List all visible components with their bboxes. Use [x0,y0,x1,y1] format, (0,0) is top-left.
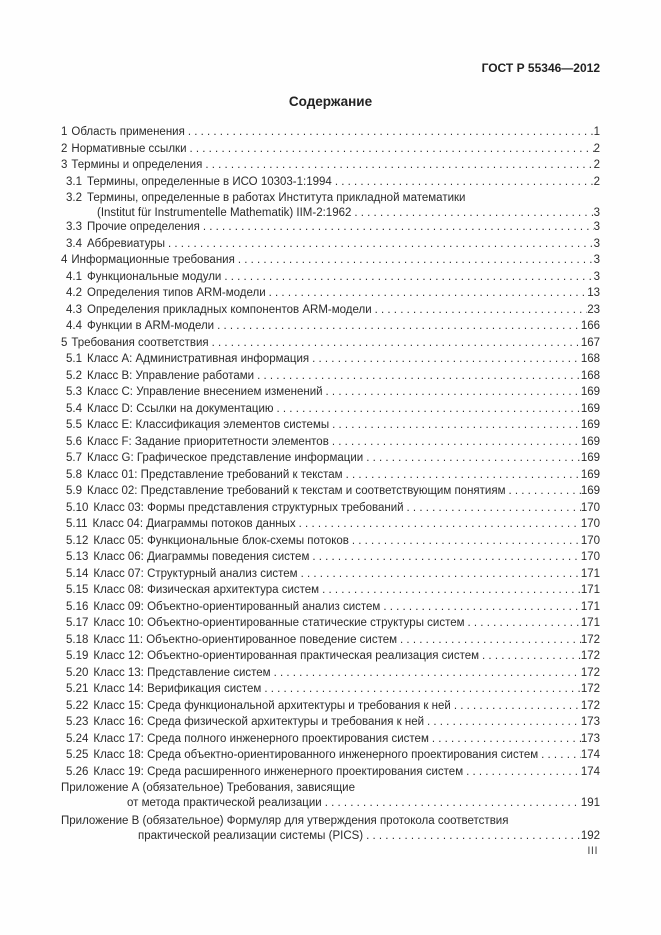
toc-entry-page: 172 [580,683,600,695]
toc-entry-title: Класс 19: Среда расширенного инженерного проектирования систем [93,765,464,778]
toc-entry-page: 172 [580,633,600,646]
toc-entry-line [66,174,600,191]
dot-leader [202,157,593,174]
toc-entry-title: Определения прикладных компонентов ARM-модели [87,303,372,316]
dot-leader [185,124,594,141]
toc-entry-number: 3.1 [66,175,82,188]
toc-entry-title: Аббревиатуры [87,237,165,250]
toc-entry [61,401,600,418]
toc-entry-number: 4.3 [66,303,82,316]
toc-entry-line [61,252,600,269]
toc-entry [61,368,600,385]
toc-entry [61,269,600,286]
toc-entry [61,632,600,649]
toc-entry [61,124,600,141]
dot-leader [465,615,581,632]
toc-entry-title: Класс С: Управление внесением изменений [87,386,323,398]
toc-entry [61,302,600,319]
toc-entry-line [66,549,600,566]
toc-entry-page: 172 [580,666,600,679]
toc-entry-line [61,124,600,141]
dot-leader [261,681,580,698]
toc-entry-line [66,318,600,335]
toc-entry-number: 5.18 [66,633,89,646]
toc-entry-number: 5.6 [66,435,82,448]
toc-entry-page: 1 [593,126,600,138]
toc-entry-title: Приложение А (обязательное) Требования, зависящие [61,782,355,794]
toc-entry-title-continued: (Institut für Instrumentelle Mathematik) IIM-2:1962 [97,206,352,219]
dot-leader [274,401,581,418]
toc-entry-number: 5.4 [66,402,82,415]
toc-entry [61,285,600,302]
toc-entry-page: 170 [580,518,600,530]
toc-entry-line [66,747,600,764]
toc-entry-number: 5.23 [66,716,89,728]
toc-entry [61,731,600,748]
toc-entry-line [66,599,600,616]
toc-entry-title: Класс 02: Представление требований к текстам и соответствующим понятиям [87,485,506,497]
toc-entry-number: 5.17 [66,617,89,629]
toc-entry [61,174,600,191]
dot-leader [309,351,581,368]
dot-leader [349,533,581,550]
toc-entry-title: Класс 07: Структурный анализ систем [93,567,298,580]
toc-entry-line [66,500,600,517]
toc-entry-page: 171 [580,600,600,613]
toc-entry-number: 5.26 [66,765,89,778]
toc-entry-title: Класс 11: Объектно-ориентированное поведение систем [93,633,398,646]
dot-leader [187,141,594,158]
toc-entry-number: 4.1 [66,270,82,283]
toc-entry-line [66,764,600,781]
toc-entry [61,780,600,809]
toc-entry-number: 5.25 [66,749,89,761]
toc-entry [61,141,600,158]
dot-leader [351,207,593,220]
toc-entry-page: 171 [580,617,600,629]
toc-entry-number: 5.15 [66,584,89,596]
toc-entry-page: 2 [593,159,600,171]
toc-entry-page: 171 [580,567,600,580]
dot-leader [380,599,580,616]
toc-entry [61,516,600,533]
toc-entry-number: 5.11 [66,518,88,530]
toc-entry-line [66,450,600,467]
toc-entry-page: 2 [593,142,600,155]
toc-entry-number: 3 [61,159,68,171]
dot-leader [329,417,581,434]
toc-entry-number: 3.2 [66,192,82,204]
toc-entry-number: 5.21 [66,683,89,695]
toc-entry-line [66,417,600,434]
toc-entry [61,190,600,219]
dot-leader [343,467,581,484]
toc-entry-title: Термины, определенные в ИСО 10303-1:1994 [87,175,332,188]
toc-entry-page: 3 [593,221,600,233]
toc-entry-number: 5.10 [66,501,89,514]
dot-leader [538,747,581,764]
toc-entry-line [61,141,600,158]
toc-entry [61,813,600,842]
toc-entry-page: 169 [580,485,600,497]
toc-entry-number: 1 [61,126,68,138]
toc-entry-title: Класс Е: Классификация элементов системы [87,419,330,431]
toc-entry-number: 5.1 [66,353,82,365]
toc-entry [61,747,600,764]
toc-entry-title-continued: от метода практической реализации [127,796,322,809]
toc-entry [61,698,600,715]
toc-entry-page: 169 [580,452,600,464]
toc-entry-number: 3.3 [66,221,82,233]
toc-entry-title: Термины и определения [71,159,203,171]
dot-leader [214,318,581,335]
toc-entry-title: Функциональные модули [87,270,222,283]
toc-entry-page: 174 [580,749,600,761]
toc-entry [61,582,600,599]
toc-entry-number: 5.24 [66,732,89,745]
toc-entry-title: Класс F: Задание приоритетности элементов [87,435,329,448]
dot-leader [298,566,581,583]
dot-leader [397,632,581,649]
toc-entry-line [66,731,600,748]
toc-entry-line [61,780,600,797]
dot-leader [200,219,594,236]
toc-entry-continuation [66,207,600,220]
toc-entry-line [66,483,600,500]
toc-entry-title: Определения типов ARM-модели [87,287,266,299]
toc-entry-page: 3 [593,206,600,219]
dot-leader [424,714,581,731]
toc-entry-page: 191 [580,796,600,809]
toc-entry-title: Класс 15: Среда функциональной архитектуры и требования к ней [93,699,451,712]
toc-title: Содержание [288,94,373,109]
toc-entry-line [66,219,600,236]
toc-entry-page: 168 [580,353,600,365]
toc-entry [61,236,600,253]
toc-entry-page: 169 [580,468,600,481]
document-code: ГОСТ Р 55346—2012 [481,61,600,75]
toc-entry-line [66,236,600,253]
toc-entry-page: 170 [580,551,600,563]
toc-entry-number: 5.13 [66,551,89,563]
toc-entry-title: Класс 17: Среда полного инженерного проектирования систем [93,732,429,745]
dot-leader [221,269,593,286]
toc-entry-page: 169 [580,435,600,448]
toc-entry-page: 171 [580,584,600,596]
toc-entry-line [66,632,600,649]
toc-entry-line [61,157,600,174]
toc-entry [61,648,600,665]
toc-entry-number: 5.12 [66,534,89,547]
dot-leader [479,648,581,665]
toc-entry-line [66,648,600,665]
toc-entry [61,467,600,484]
toc-entry-page: 192 [580,829,600,842]
toc-entry [61,500,600,517]
toc-entry-number: 5.19 [66,650,89,662]
toc-entry-page: 169 [580,419,600,431]
dot-leader [363,830,581,843]
toc-entry-number: 4.2 [66,287,82,299]
toc-entry-number: 5.8 [66,468,82,481]
toc-entry-title: Класс А: Административная информация [87,353,310,365]
toc-entry-number: 5 [61,336,68,349]
toc-entry-number: 2 [61,142,68,155]
toc-entry-title: Класс 09: Объектно-ориентированный анализ систем [93,600,381,613]
toc-entry-page: 2 [593,175,600,188]
toc-entry [61,714,600,731]
dot-leader [309,549,580,566]
toc-entry-line [66,533,600,550]
toc-entry-line [66,368,600,385]
toc-entry-line [66,269,600,286]
toc-entry-title-continued: практической реализации системы (PICS) [138,829,364,842]
toc-entry-number: 5.2 [66,369,82,382]
toc-entry-page: 169 [580,386,600,398]
toc-entry-continuation [61,797,600,810]
toc-entry-line [61,813,600,830]
dot-leader [372,302,588,319]
toc-entry-title: Класс 06: Диаграммы поведения систем [93,551,310,563]
toc-entry-title: Класс 04: Диаграммы потоков данных [92,518,296,530]
toc-entry-number: 5.7 [66,452,82,464]
toc-entry-continuation [61,830,600,843]
toc-entry-number: 5.14 [66,567,89,580]
toc-entry-line [66,351,600,368]
toc-entry-title: Класс 16: Среда физической архитектуры и требования к ней [93,716,425,728]
toc-entry-number: 4 [61,254,68,266]
toc-entry-line [66,434,600,451]
toc-entry [61,434,600,451]
dot-leader [235,252,594,269]
toc-entry [61,252,600,269]
toc-entry-title: Класс D: Ссылки на документацию [87,402,274,415]
toc-entry [61,549,600,566]
toc-entry-title: Приложение В (обязательное) Формуляр для утверждения протокола соответствия [61,815,509,827]
toc-entry-number: 4.4 [66,320,82,332]
toc-entry-title: Класс 10: Объектно-ориентированные статические структуры систем [93,617,465,629]
dot-leader [404,500,581,517]
toc-entry-title: Прочие определения [87,221,200,233]
toc-entry-line [66,285,600,302]
toc-entry-title: Класс 13: Представление систем [93,666,271,679]
toc-entry-number: 5.3 [66,386,82,398]
toc-entry-line [66,401,600,418]
toc-entry-line [66,615,600,632]
dot-leader [323,384,581,401]
toc-entry-number: 5.9 [66,485,82,497]
dot-leader [429,731,581,748]
toc-entry [61,384,600,401]
toc-entry [61,450,600,467]
toc-entry-title: Термины, определенные в работах Института прикладной математики [87,192,466,204]
toc-entry-page: 13 [587,287,600,299]
toc-entry-title: Класс 14: Верификация систем [93,683,262,695]
toc-entry-page: 172 [580,650,600,662]
dot-leader [329,434,581,451]
toc-entry-line [66,566,600,583]
toc-entry-page: 174 [580,765,600,778]
toc-entry-number: 5.16 [66,600,89,613]
toc-entry [61,417,600,434]
toc-entry-page: 173 [580,732,600,745]
toc-entry-page: 172 [580,699,600,712]
dot-leader [451,698,581,715]
toc-entry-line [61,335,600,352]
toc-entry-number: 3.4 [66,237,82,250]
toc-entry-title: Класс 08: Физическая архитектура систем [93,584,320,596]
toc-entry-number: 5.22 [66,699,89,712]
toc-entry-page: 173 [580,716,600,728]
toc-entry-title: Класс 03: Формы представления структурных требований [93,501,404,514]
toc-entry [61,599,600,616]
toc-entry-line [66,516,600,533]
toc-entry [61,335,600,352]
toc-entry [61,533,600,550]
toc-entry-page: 170 [580,534,600,547]
toc-entry-line [66,582,600,599]
toc-entry [61,157,600,174]
toc-entry-line [66,681,600,698]
dot-leader [332,174,594,191]
toc-entry-line [66,714,600,731]
toc-entry-page: 3 [593,270,600,283]
dot-leader [209,335,581,352]
toc-entry-number: 5.20 [66,666,89,679]
toc-entry [61,615,600,632]
toc-entry [61,566,600,583]
toc-entry-title: Класс В: Управление работами [87,369,255,382]
dot-leader [296,516,581,533]
dot-leader [165,236,594,253]
toc-entry-page: 170 [580,501,600,514]
toc-entry-number: 5.5 [66,419,82,431]
toc-entry-title: Нормативные ссылки [71,142,187,155]
toc-entry-line [66,302,600,319]
toc-entry-page: 169 [580,402,600,415]
toc-entry-title: Класс 05: Функциональные блок-схемы потоков [93,534,349,547]
toc-entry-title: Информационные требования [71,254,235,266]
page-number: III [587,845,598,857]
toc-entry [61,351,600,368]
toc-entry-page: 168 [580,369,600,382]
dot-leader [463,764,581,781]
toc-entry-line [66,665,600,682]
toc-entry-title: Класс 01: Представление требований к текстам [87,468,343,481]
toc-entry [61,318,600,335]
dot-leader [271,665,581,682]
dot-leader [266,285,588,302]
toc-list [61,124,600,842]
toc-entry-line [66,698,600,715]
toc-entry-page: 3 [593,237,600,250]
toc-entry [61,665,600,682]
dot-leader [363,450,581,467]
dot-leader [322,797,581,810]
toc-entry-title: Класс G: Графическое представление информации [87,452,364,464]
toc-entry [61,483,600,500]
toc-entry-page: 3 [593,254,600,266]
toc-entry-page: 166 [580,320,600,332]
toc-entry-page: 167 [580,336,600,349]
toc-entry-page: 23 [587,303,600,316]
toc-entry-line [66,384,600,401]
dot-leader [254,368,581,385]
toc-entry-title: Класс 12: Объектно-ориентированная практическая реализация систем [93,650,480,662]
toc-entry-title: Требования соответствия [71,336,209,349]
toc-entry-title: Область применения [71,126,185,138]
toc-entry [61,681,600,698]
dot-leader [319,582,581,599]
toc-entry-line [66,467,600,484]
toc-entry-line [66,190,600,207]
dot-leader [505,483,580,500]
toc-entry [61,219,600,236]
toc-entry-title: Класс 18: Среда объектно-ориентированного инженерного проектирования систем [93,749,539,761]
toc-entry-title: Функции в ARM-модели [87,320,215,332]
toc-entry [61,764,600,781]
